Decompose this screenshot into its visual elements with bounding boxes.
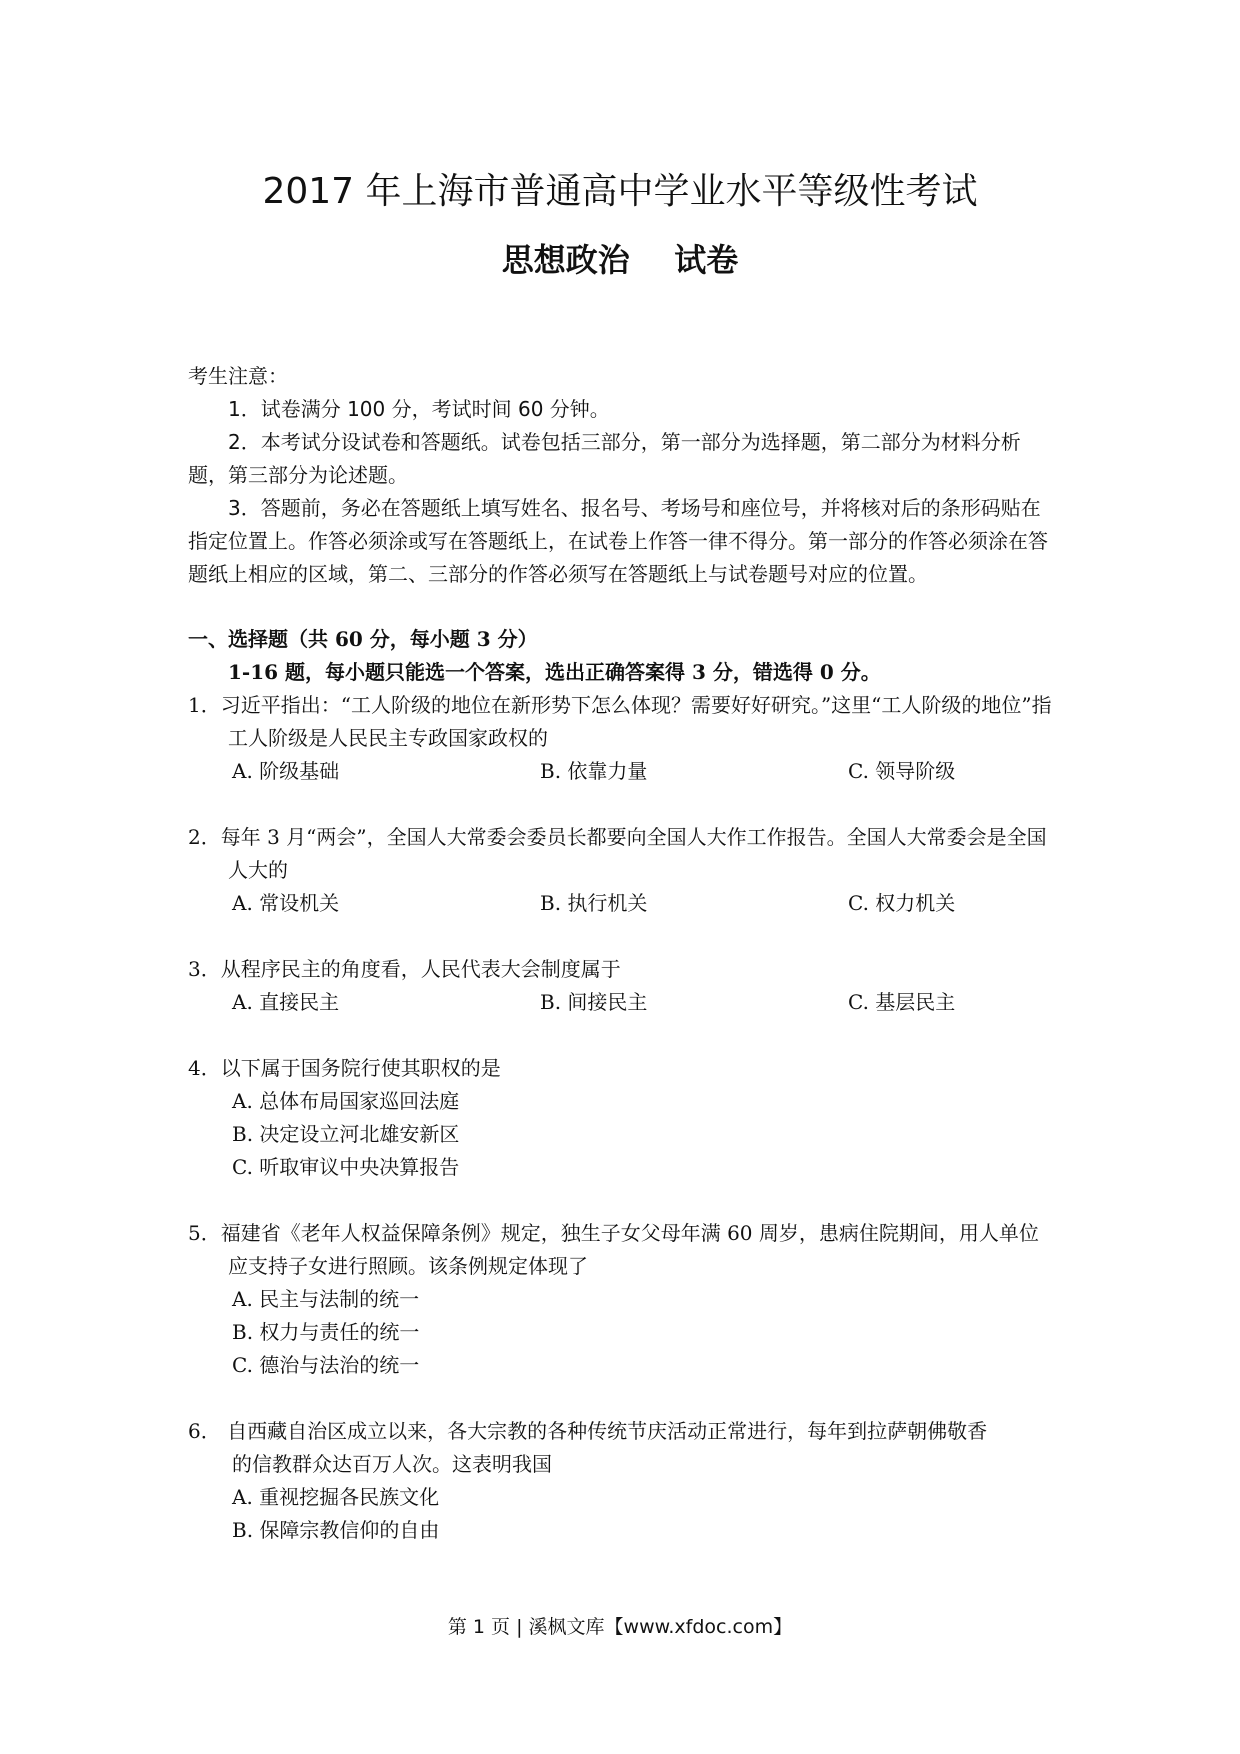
option-c: C. 德治与法治的统一: [232, 1353, 420, 1377]
option-b: B. 依靠力量: [540, 759, 648, 783]
exam-title: 2017 年上海市普通高中学业水平等级性考试: [262, 171, 978, 212]
option-a: A. 常设机关: [232, 891, 340, 915]
option-b: B. 执行机关: [540, 891, 648, 915]
question-stem: 1．习近平指出：“工人阶级的地位在新形势下怎么体现？需要好好研究。”这里“工人阶级的地位”指工人阶级是人民民主专政国家政权的: [188, 693, 1052, 750]
option-b: B. 间接民主: [540, 990, 648, 1014]
section-heading: 一、选择题（共 60 分，每小题 3 分）: [188, 627, 538, 651]
option-b: B. 权力与责任的统一: [232, 1320, 420, 1344]
spacer: [188, 788, 1056, 821]
page-footer: 第 1 页 | 溪枫文库【www.xfdoc.com】: [447, 1616, 793, 1638]
spacer: [188, 1019, 1056, 1052]
question-5: [188, 1217, 1056, 1382]
notice-item-2: 2．本考试分设试卷和答题纸。试卷包括三部分，第一部分为选择题，第二部分为材料分析题，第三部分为论述题。: [188, 430, 1021, 487]
option-a: A. 阶级基础: [232, 759, 340, 783]
exam-subtitle: 思想政治 试卷: [501, 241, 739, 279]
option-a: A. 直接民主: [232, 990, 340, 1014]
option-b: B. 决定设立河北雄安新区: [232, 1122, 460, 1146]
question-4: [188, 1052, 1056, 1184]
options: [188, 887, 1056, 920]
options: [188, 1481, 1056, 1547]
options: [188, 755, 1056, 788]
spacer: [188, 920, 1056, 953]
options: [188, 1283, 1056, 1382]
spacer: [188, 1382, 1056, 1415]
question-2: [188, 821, 1056, 920]
question-3: [188, 953, 1056, 1019]
notice-heading: 考生注意：: [188, 364, 288, 388]
option-c: C. 领导阶级: [848, 759, 956, 783]
spacer: [188, 1184, 1056, 1217]
section-instruction: 1-16 题，每小题只能选一个答案，选出正确答案得 3 分，错选得 0 分。: [228, 660, 881, 684]
notice-item-3: 3．答题前，务必在答题纸上填写姓名、报名号、考场号和座位号，并将核对后的条形码贴在指定位置上。作答必须涂或写在答题纸上，在试卷上作答一律不得分。第一部分的作答必须涂在答题纸上相应的区域，第二、三部分的作答必须写在答题纸上与试卷题号对应的位置。: [188, 496, 1048, 586]
question-stem-continued: 的信教群众达百万人次。这表明我国: [232, 1452, 552, 1476]
notice-item-1: 1．试卷满分 100 分，考试时间 60 分钟。: [228, 397, 610, 421]
question-stem: 6． 自西藏自治区成立以来，各大宗教的各种传统节庆活动正常进行，每年到拉萨朝佛敬香: [188, 1419, 988, 1443]
question-6: [188, 1415, 1056, 1547]
exam-content: [188, 360, 1056, 1547]
question-stem: 3．从程序民主的角度看，人民代表大会制度属于: [188, 957, 621, 981]
option-a: A. 民主与法制的统一: [232, 1287, 420, 1311]
option-c: C. 权力机关: [848, 891, 956, 915]
option-c: C. 基层民主: [848, 990, 956, 1014]
option-a: A. 总体布局国家巡回法庭: [232, 1089, 460, 1113]
option-a: A. 重视挖掘各民族文化: [232, 1485, 440, 1509]
option-c: C. 听取审议中央决算报告: [232, 1155, 460, 1179]
question-1: [188, 689, 1056, 788]
question-stem: 2．每年 3 月“两会”，全国人大常委会委员长都要向全国人大作工作报告。全国人大常委会是全国人大的: [188, 825, 1047, 882]
question-stem: 4．以下属于国务院行使其职权的是: [188, 1056, 501, 1080]
option-b: B. 保障宗教信仰的自由: [232, 1518, 440, 1542]
options: [188, 1085, 1056, 1184]
question-stem: 5．福建省《老年人权益保障条例》规定，独生子女父母年满 60 周岁，患病住院期间，用人单位应支持子女进行照顾。该条例规定体现了: [188, 1221, 1039, 1278]
options: [188, 986, 1056, 1019]
